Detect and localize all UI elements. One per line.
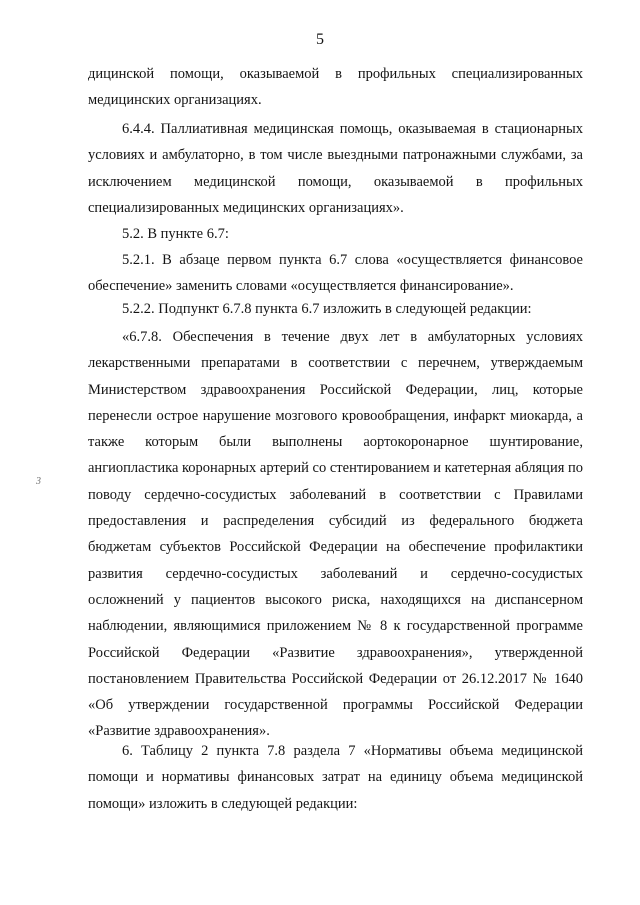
paragraph-6-4-4: 6.4.4. Паллиативная медицинская помощь, оказываемая в стационарных условиях и амбулаторно, в том числе выездными патронажными службами, за исключением медицинской помощи, оказываемой в профильных специализированных медицинских организациях».	[88, 121, 583, 216]
paragraph-continuation: дицинской помощи, оказываемой в профильных специализированных медицинских организациях.	[88, 66, 583, 109]
paragraph-5-2-1: 5.2.1. В абзаце первом пункта 6.7 слова «осуществляется финансовое обеспечение» заменить словами «осуществляется финансирование».	[88, 252, 583, 295]
paragraph-6-7-8: «6.7.8. Обеспечения в течение двух лет в амбулаторных условиях лекарственными препаратами в соответствии с перечнем, утверждаемым Министерством здравоохранения Российской Федерации, лиц, которые перенесли острое нарушение мозгового кровообращения, инфаркт миокарда, а также которым были выполнены аортокоронарное шунтирование, ангиопластика коронарных артерий со стентированием и катетерная абляция по поводу сердечно-сосудистых заболеваний в соответствии с Правилами предоставления и распределения субсидий из федерального бюджета бюджетам субъектов Российской Федерации на обеспечение профилактики развития сердечно-сосудистых заболеваний и сердечно-сосудистых осложнений у пациентов высокого риска, находящихся на диспансерном наблюдении, являющимися приложением № 8 к государственной программе Российской Федерации «Развитие здравоохранения», утвержденной постановлением Правительства Российской Федерации от 26.12.2017 № 1640 «Об утверждении государственной программы Российской Федерации «Развитие здравоохранения».	[88, 329, 584, 740]
paragraph-6: 6. Таблицу 2 пункта 7.8 раздела 7 «Нормативы объема медицинской помощи и нормативы финансовых затрат на единицу объема медицинской помощи» изложить в следующей редакции:	[88, 743, 583, 812]
page-number: 5	[316, 31, 324, 48]
paragraph-5-2-2: 5.2.2. Подпункт 6.7.8 пункта 6.7 изложить в следующей редакции:	[122, 301, 532, 317]
margin-mark: 3	[36, 476, 41, 487]
paragraph-5-2: 5.2. В пункте 6.7:	[122, 226, 229, 242]
